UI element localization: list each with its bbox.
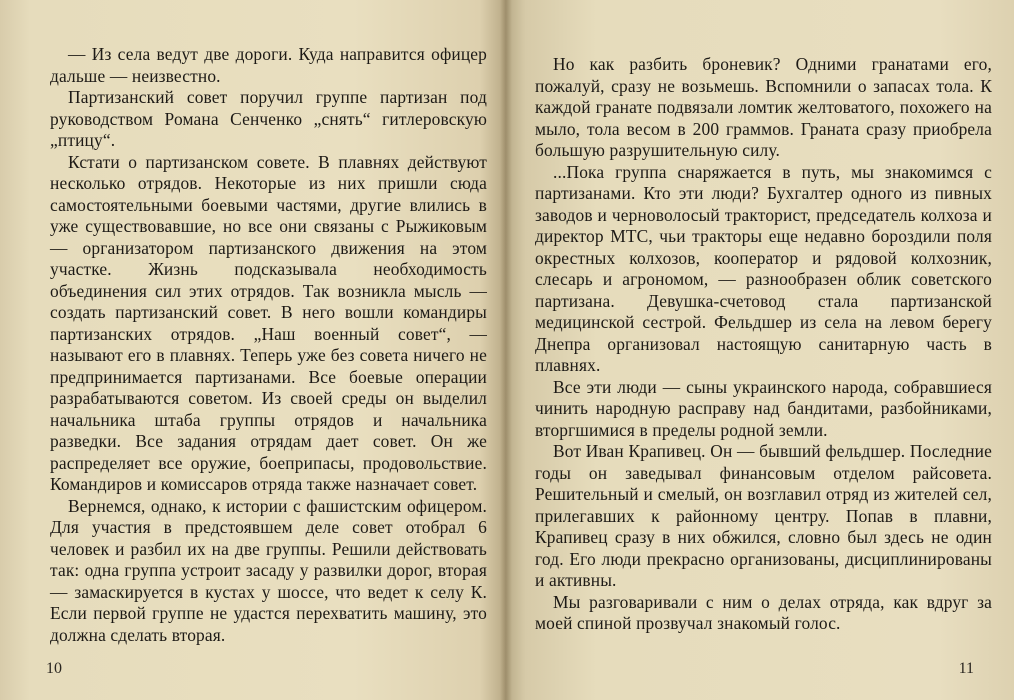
- page-number-right: 11: [958, 660, 974, 677]
- right-page-text: [535, 54, 992, 635]
- right-page: [505, 0, 1014, 700]
- paragraph: Кстати о партизанском совете. В плавнях действуют несколько отрядов. Некоторые из них пришли сюда самостоятельными боевыми частями, другие влились в уже существовавшие, но все они связаны с Рыжиковым — организатором партизанского движения на этом участке. Жизнь подсказывала необходимость объединения сил этих отрядов. Так возникла мысль — создать партизанский совет. В него вошли командиры партизанских отрядов. „Наш военный совет“, — называют его в плавнях. Теперь уже без совета ничего не предпринимается партизанами. Все боевые операции разрабатываются советом. Из своей среды он выделил начальника штаба группы отрядов и начальника разведки. Все задания отрядам дает совет. Он же распределяет все оружие, боеприпасы, продовольствие. Командиров и комиссаров отряда также назначает совет.: [50, 151, 487, 494]
- paragraph: Вот Иван Крапивец. Он — бывший фельдшер. Последние годы он заведывал финансовым отделом райсовета. Решительный и смелый, он возглавил отряд из жителей сел, прилегавших к районному центру. Попав в плавни, Крапивец сразу в них обжился, словно был здесь не один год. Его люди прекрасно организованы, дисциплинированы и активны.: [535, 441, 992, 590]
- page-number-left: 10: [46, 660, 62, 677]
- paragraph: Все эти люди — сыны украинского народа, собравшиеся чинить народную расправу над бандитами, разбойниками, вторгшимися в пределы родной земли.: [535, 376, 992, 440]
- left-page: [0, 0, 505, 700]
- paragraph: Партизанский совет поручил группе партизан под руководством Романа Сенченко „снять“ гитлеровскую „птицу“.: [50, 87, 487, 150]
- book-spine: [500, 0, 512, 700]
- paragraph: ...Пока группа снаряжается в путь, мы знакомимся с партизанами. Кто эти люди? Бухгалтер одного из пивных заводов и черноволосый тракторист, председатель колхоза и директор МТС, чьи тракторы еще недавно бороздили поля окрестных колхозов, кооператор и рядовой колхозник, слесарь и агрономом, — разнообразен облик советского партизана. Девушка-счетовод стала партизанской медицинской сестрой. Фельдшер из села на левом берегу Днепра организовал настоящую санитарную часть в плавнях.: [535, 161, 992, 375]
- paragraph: Мы разговаривали с ним о делах отряда, как вдруг за моей спиной прозвучал знакомый голос.: [535, 591, 992, 633]
- left-page-text: [50, 44, 487, 646]
- paragraph: Вернемся, однако, к истории с фашистским офицером. Для участия в предстоявшем деле совет отобрал 6 человек и разбил их на две группы. Решили действовать так: одна группа устроит засаду у развилки дорог, вторая — замаскируется в кустах у шоссе, что ведет к селу К. Если первой группе не удастся перехватить машину, это должна сделать вторая.: [50, 495, 487, 645]
- paragraph: — Из села ведут две дороги. Куда направится офицер дальше — неизвестно.: [50, 44, 487, 86]
- paragraph: Но как разбить броневик? Одними гранатами его, пожалуй, сразу не возьмешь. Вспомнили о запасах тола. К каждой гранате подвязали ломтик желтоватого, похожего на мыло, тола весом в 200 граммов. Граната сразу приобрела большую разрушительную силу.: [535, 54, 992, 160]
